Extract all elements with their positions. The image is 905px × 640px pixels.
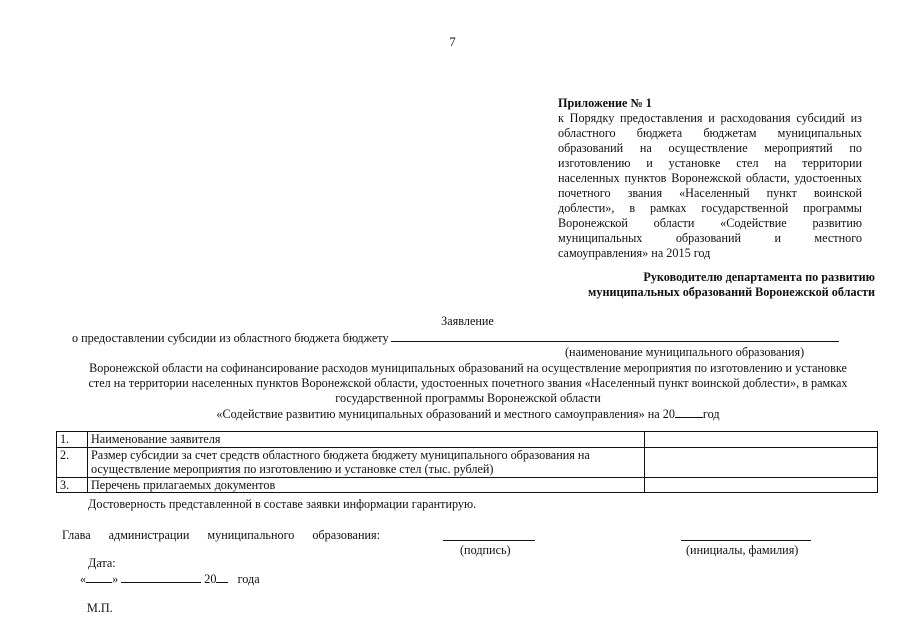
- budget-line-text: о предоставлении субсидии из областного бюджета бюджету: [72, 331, 389, 345]
- table-row: [57, 477, 878, 493]
- paragraph-line-1: Воронежской области на софинансирование расходов муниципальных образований на осуществление мероприятия по изготовлению и установке: [89, 361, 847, 375]
- addressee-line-2: муниципальных образований Воронежской области: [588, 285, 875, 299]
- row-number: 2.: [57, 447, 88, 477]
- addressee: [420, 270, 875, 300]
- date-open-quote: «: [80, 572, 87, 586]
- municipality-name-field[interactable]: [391, 329, 839, 342]
- date-year-field[interactable]: [216, 571, 228, 583]
- info-table: [56, 431, 878, 493]
- stamp-place: М.П.: [87, 601, 113, 615]
- appendix-title: Приложение № 1: [558, 96, 652, 110]
- date-month-field[interactable]: [121, 571, 201, 583]
- page-number: 7: [449, 34, 456, 49]
- paragraph-line-2: стел на территории населенных пунктов Воронежской области, удостоенных почетного звания «Населенный пункт воинской доблести», в рамках: [88, 376, 848, 390]
- program-line-end: год: [702, 407, 720, 421]
- appendix-block: [558, 96, 862, 261]
- program-line: [56, 406, 880, 422]
- date-line: [80, 571, 260, 587]
- head-label: Глава администрации муниципального образования:: [62, 528, 380, 542]
- addressee-line-1: Руководителю департамента по развитию: [643, 270, 875, 284]
- date-label: Дата:: [88, 556, 116, 570]
- row-value[interactable]: [645, 447, 878, 477]
- statement-title: Заявление: [441, 314, 494, 328]
- table-row: [57, 432, 878, 448]
- row-number: 3.: [57, 477, 88, 493]
- date-year-word: года: [237, 572, 260, 586]
- row-value[interactable]: [645, 432, 878, 448]
- date-close-quote: »: [112, 572, 119, 586]
- budget-line: [72, 329, 839, 346]
- row-label: Наименование заявителя: [88, 432, 645, 448]
- date-year-prefix: 20: [204, 572, 217, 586]
- guarantee-text: Достоверность представленной в составе заявки информации гарантирую.: [88, 497, 477, 511]
- row-value[interactable]: [645, 477, 878, 493]
- table-row: [57, 447, 878, 477]
- row-label: Размер субсидии за счет средств областного бюджета бюджету муниципального образования на осуществление мероприятия по изготовлению и установке стел (тыс. рублей): [88, 447, 645, 477]
- statement-paragraph: [56, 361, 880, 422]
- row-label: Перечень прилагаемых документов: [88, 477, 645, 493]
- initials-field[interactable]: [681, 540, 811, 541]
- signature-field[interactable]: [443, 540, 535, 541]
- row-number: 1.: [57, 432, 88, 448]
- appendix-text: к Порядку предоставления и расходования субсидий из областного бюджета бюджетам муниципальных образований на осуществление мероприятий по изготовлению и установке стел на территории населенных пунктов Воронежской области, удостоенных почетного звания «Населенный пункт воинской доблести», в рамках государственной программы Воронежской области «Содействие развитию муниципальных образований и местного самоуправления» на 2015 год: [558, 111, 862, 260]
- date-day-field[interactable]: [86, 571, 112, 583]
- paragraph-line-3: государственной программы Воронежской области: [335, 391, 601, 405]
- municipality-caption: (наименование муниципального образования): [565, 345, 805, 359]
- initials-caption: (инициалы, фамилия): [686, 543, 799, 557]
- signature-caption: (подпись): [460, 543, 511, 557]
- program-line-start: «Содействие развитию муниципальных образований и местного самоуправления» на 20: [216, 407, 675, 421]
- year-field[interactable]: [675, 406, 703, 418]
